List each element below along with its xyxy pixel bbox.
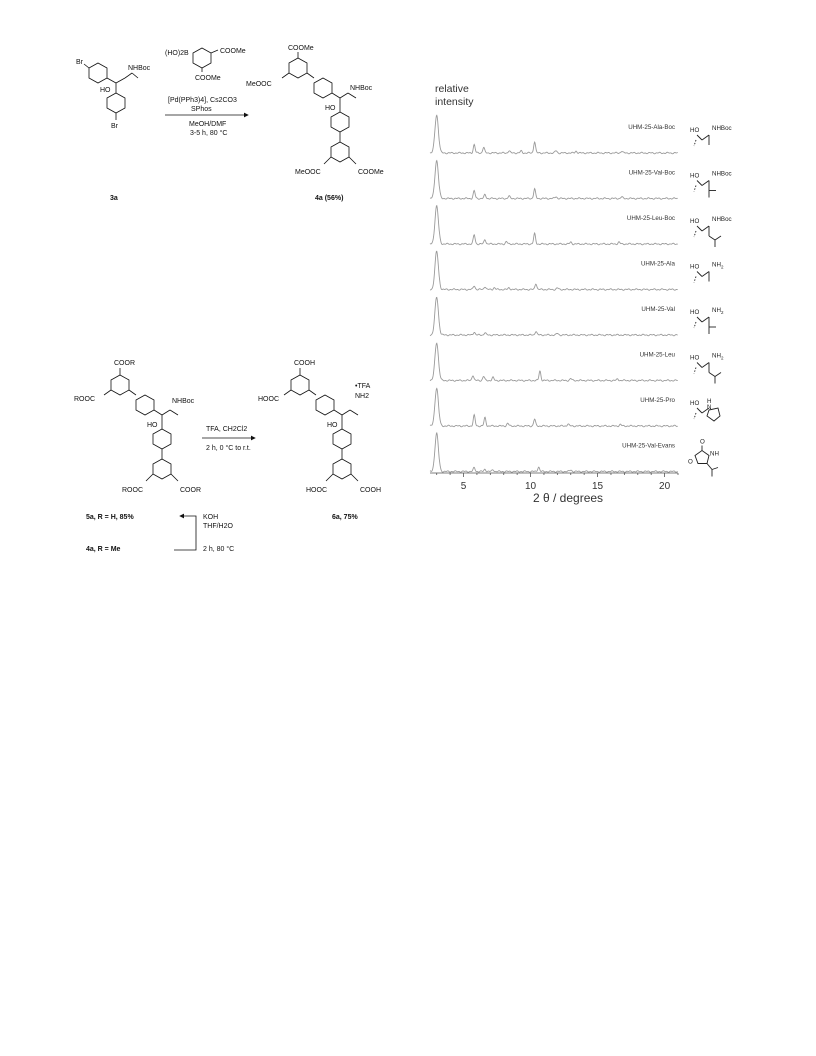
scheme-bottom — [70, 355, 410, 570]
scheme-top — [70, 40, 410, 215]
trace-line — [430, 251, 678, 290]
frag-atom-label: NHBoc — [712, 170, 732, 178]
cond-tfa-2: 2 h, 0 °C to r.t. — [206, 445, 251, 452]
cond-koh-1: KOH — [203, 514, 219, 521]
br-label-1: Br — [76, 59, 83, 66]
molecule-5a-4a — [74, 360, 201, 494]
trace-line — [430, 388, 678, 426]
nhboc-bottom: NHBoc — [172, 398, 195, 405]
trace-line — [430, 115, 678, 154]
fragment-structure — [690, 171, 732, 198]
sample-label: UHM-25-Val — [641, 306, 675, 313]
molecule-3a — [76, 59, 151, 202]
ho-bottom: HO — [147, 422, 158, 429]
frag-atom-label: HO — [690, 172, 700, 180]
meooc-bottom: MeOOC — [295, 169, 321, 176]
reagent-boronic-acid — [165, 48, 246, 82]
x-tick-label: 20 — [659, 481, 671, 492]
ho-4a: HO — [325, 105, 336, 112]
frag-atom-label: HO — [690, 354, 700, 362]
frag-atom-label: NHBoc — [712, 216, 732, 223]
x-tick-label: 5 — [460, 481, 467, 492]
sample-label: UHM-25-Leu — [639, 351, 675, 359]
sample-label: UHM-25-Pro — [640, 397, 675, 404]
label-4a: 4a (56%) — [315, 195, 344, 202]
trace-line — [430, 343, 678, 381]
sample-label: UHM-25-Ala-Boc — [628, 124, 675, 131]
coor-bottom: COOR — [180, 487, 201, 494]
fragment-structure — [690, 307, 724, 334]
frag-atom-label: HO — [690, 263, 700, 271]
molecule-6a — [258, 360, 381, 521]
label-6a: 6a, 75% — [332, 514, 358, 521]
cond-tfa-1: TFA, CH2Cl2 — [206, 426, 248, 433]
cond-top-1: [Pd(PPh3)4], Cs2CO3 — [168, 97, 237, 104]
br-label-2: Br — [111, 123, 118, 130]
ho-6a: HO — [327, 422, 338, 429]
cond-koh-2: THF/H2O — [203, 523, 233, 530]
frag-atom-label: $NH_2$ — [712, 352, 724, 361]
fragments-group — [688, 125, 732, 477]
label-4a-me: 4a, R = Me — [86, 546, 121, 553]
cond-koh-3: 2 h, 80 °C — [203, 546, 235, 553]
trace-line — [430, 297, 678, 335]
hooc-top: HOOC — [258, 396, 279, 403]
frag-atom-label: O — [688, 458, 693, 466]
sample-label: UHM-25-Leu-Boc — [626, 215, 675, 222]
frag-atom-label: N — [707, 404, 712, 411]
tfa-label: •TFA — [355, 383, 371, 390]
ho-label: HO — [100, 87, 111, 94]
rooc-bottom: ROOC — [122, 487, 143, 494]
frag-atom-label: HO — [690, 218, 700, 225]
cond-top-4: 3-5 h, 80 °C — [190, 130, 228, 137]
trace-line — [430, 206, 678, 245]
frag-atom-label: $NH_2$ — [712, 261, 724, 270]
x-tick-label: 10 — [524, 481, 537, 492]
boronic-label: (HO)2B — [165, 50, 189, 57]
ylabel-line-2: intensity — [435, 96, 474, 108]
hooc-bottom: HOOC — [306, 487, 327, 494]
sample-label: UHM-25-Ala — [640, 260, 675, 268]
frag-atom-label: HO — [690, 309, 700, 316]
trace-line — [430, 433, 678, 472]
cooh-top: COOH — [294, 360, 315, 367]
xlabel: 2 θ / degrees — [533, 491, 604, 505]
frag-atom-label: HO — [690, 127, 700, 134]
cond-top-2: SPhos — [191, 106, 212, 113]
frag-atom-label: HO — [690, 400, 700, 407]
nhboc-label: NHBoc — [128, 65, 151, 72]
frag-atom-label: O — [700, 438, 705, 446]
nhboc-4a: NHBoc — [350, 85, 373, 92]
reagent-ester-2: COOMe — [195, 75, 221, 82]
fragment-structure — [690, 125, 732, 146]
molecule-4a — [246, 45, 384, 202]
reagent-ester-1: COOMe — [220, 48, 246, 55]
frag-atom-label: NH — [710, 450, 719, 458]
label-3a: 3a — [110, 195, 118, 202]
fragment-structure — [690, 398, 720, 421]
frag-atom-label: $NH_2$ — [712, 307, 724, 315]
trace-line — [430, 161, 678, 200]
x-tick-label: 15 — [592, 481, 604, 492]
frag-atom-label: NHBoc — [712, 125, 732, 132]
label-5a: 5a, R = H, 85% — [86, 514, 134, 521]
cond-top-3: MeOH/DMF — [189, 121, 227, 128]
coor-top: COOR — [114, 360, 135, 367]
ylabel-line-1: relative — [435, 83, 469, 95]
fragment-structure — [690, 262, 724, 283]
coome-bottom: COOMe — [358, 169, 384, 176]
nh2-label: NH2 — [355, 393, 370, 400]
coome-top: COOMe — [288, 45, 314, 52]
sample-label: UHM-25-Val-Evans — [622, 442, 675, 450]
cooh-bottom: COOH — [360, 487, 381, 494]
traces-group — [430, 115, 678, 472]
fragment-structure — [688, 439, 719, 477]
x-ticks-group — [437, 473, 678, 492]
pxrd-chart — [425, 80, 780, 510]
sample-label: UHM-25-Val-Boc — [628, 169, 675, 177]
fragment-structure — [690, 353, 724, 384]
reaction-arrow-koh — [174, 516, 196, 550]
fragment-structure — [690, 216, 732, 247]
rooc-top: ROOC — [74, 396, 95, 403]
frag-atom-label: H — [707, 398, 712, 405]
meooc-top: MeOOC — [246, 81, 272, 88]
